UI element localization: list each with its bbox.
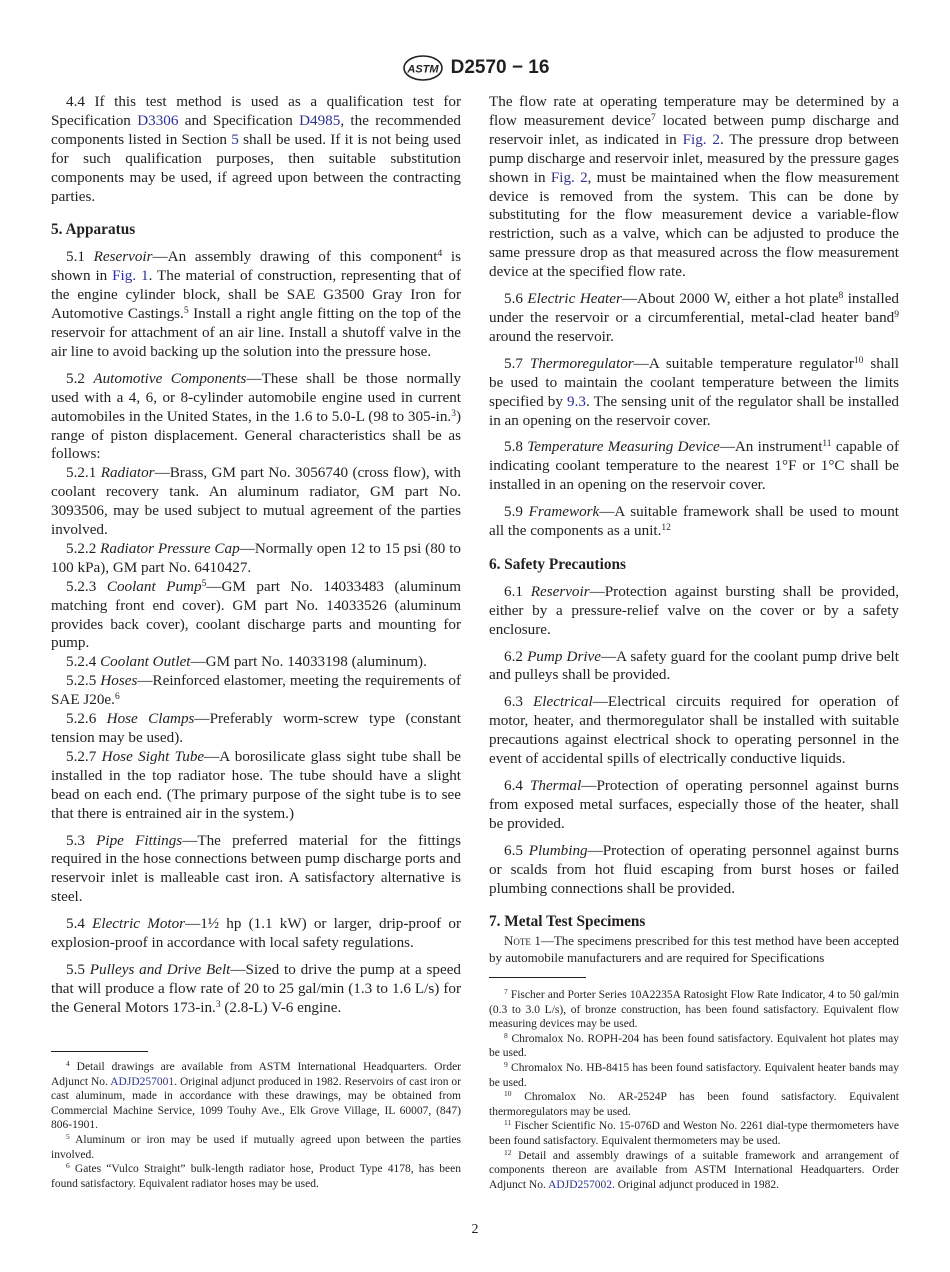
right-footnotes [489, 988, 899, 1192]
paragraph-6-5: 6.5 Plumbing—Protection of operating personnel against burns or scalds from hot fluid escaping from burst hoses or failed plumbing connections shall be provided. [489, 841, 899, 897]
document-designation: D2570 − 16 [450, 57, 550, 78]
right-column [489, 93, 899, 966]
link-d3306[interactable]: D3306 [137, 111, 179, 129]
paragraph-5-3: 5.3 Pipe Fittings—The preferred material for the fittings required in the hose connections between pump discharge ports and reservoir inlet is malleable cast iron. A satisfactory alternative is steel. [51, 831, 462, 906]
paragraph-6-1: 6.1 Reservoir—Protection against bursting shall be provided, either by a pressure-relief valve on the cover or by a safety enclosure. [489, 582, 899, 638]
footnote-4: $^4$ Detail drawings are available from ASTM International Headquarters. Order Adjunct No. ADJD257001. Original adjunct produced in 1982. Reservoirs of cast iron or cast aluminum, made in accordance with these drawings, may be obtained from Commercial Machine Service, 1099 Touhy Ave., Elk Grove Village, IL 60007, (847) 806-1901. [51, 1059, 461, 1132]
page-number: 2 [471, 1222, 479, 1237]
footnote-divider-right [489, 977, 586, 978]
paragraph-4-4: 4.4 If this test method is used as a qualification test for Specification D3306 and Specification D4985, the recommended components listed in Section 5 shall be used. If it is not being used for such qualification purposes, then suitable substitution components may be used, if agreed upon between the contracting parties. [51, 93, 461, 205]
footnote-9: $^9$ Chromalox No. HB-8415 has been found satisfactory. Equivalent heater bands may be used. [489, 1059, 899, 1089]
paragraph-6-2: 6.2 Pump Drive—A safety guard for the coolant pump drive belt and pulleys shall be provided. [489, 647, 899, 684]
link-adjd257001[interactable]: ADJD257001 [110, 1075, 175, 1088]
link-section-5[interactable]: 5 [231, 130, 239, 148]
paragraph-6-4: 6.4 Thermal—Protection of operating personnel against burns from exposed metal surfaces, especially those of the heater, shall be provided. [489, 777, 900, 832]
page-header [0, 54, 950, 82]
link-9-3[interactable]: 9.3 [567, 392, 586, 410]
link-adjd257002[interactable]: ADJD257002 [548, 1178, 612, 1191]
paragraph-5-2-4: 5.2.4 Coolant Outlet—GM part No. 14033198 (aluminum). [66, 653, 427, 671]
left-column [51, 93, 461, 1018]
footnote-11: $^{11}$ Fischer Scientific No. 15-076D and Weston No. 2261 dial-type thermometers have been found satisfactory. Equivalent thermometers may be used. [489, 1118, 899, 1147]
astm-logo-icon [401, 54, 445, 82]
paragraph-5-2-3: 5.2.3 Coolant Pump$^5$—GM part No. 14033483 (aluminum matching front end cover). GM part No. 14033526 (aluminum provides back cover), coolant discharge parts and mounting for pump. [51, 577, 461, 652]
paragraph-5-8: 5.8 Temperature Measuring Device—An instrument$^{11}$ capable of indicating coolant temperature to the nearest 1°F or 1°C shall be installed in an opening on the reservoir cover. [489, 438, 899, 494]
section-heading-apparatus: 5. Apparatus [51, 221, 136, 239]
link-fig-2-second[interactable]: Fig. 2 [550, 168, 588, 186]
paragraph-5-7: 5.7 Thermoregulator—A suitable temperature regulator$^{10}$ shall be used to maintain the coolant temperature between the limits specified by 9.3. The sensing unit of the regulator shall be installed in an opening on the reservoir cover. [489, 354, 899, 429]
paragraph-5-2-7: 5.2.7 Hose Sight Tube—A borosilicate glass sight tube shall be installed in the top radiator hose. The tube should have a slight bead on each end. (The primary purpose of the sight tube is to see that there is entrained air in the system.) [51, 747, 461, 822]
left-footnotes [51, 1060, 461, 1191]
paragraph-5-2-1: 5.2.1 Radiator—Brass, GM part No. 3056740 (cross flow), with coolant recovery tank. An aluminum radiator, GM part No. 3093506, may be used subject to mutual agreement of the parties involved. [51, 464, 461, 539]
link-fig-2[interactable]: Fig. 2 [682, 130, 720, 148]
paragraph-5-2-6: 5.2.6 Hose Clamps—Preferably worm-screw type (constant tension may be used). [51, 710, 461, 746]
section-heading-metal-test-specimens: 7. Metal Test Specimens [489, 913, 646, 931]
paragraph-5-9: 5.9 Framework—A suitable framework shall be used to mount all the components as a unit.$^{12}$ [489, 503, 899, 540]
paragraph-6-3: 6.3 Electrical—Electrical circuits required for operation of motor, heater, and thermoregulator shall be installed with suitable precautions against electrical shock to operating personnel in the event of accidental spills of electrically conductive liquids. [489, 693, 899, 768]
paragraph-5-5: 5.5 Pulleys and Drive Belt—Sized to drive the pump at a speed that will produce a flow rate of 20 to 25 gal/min (1.3 to 1.6 L/s) for the General Motors 173-in.$^3$ (2.8-L) V-6 engine. [51, 960, 461, 1016]
footnote-12: $^{12}$ Detail and assembly drawings of a suitable framework and arrangement of components thereon are available from ASTM International Headquarters. Order Adjunct No. ADJD257002. Original adjunct produced in 1982. [489, 1147, 899, 1191]
section-heading-safety-precautions: 6. Safety Precautions [489, 555, 626, 573]
paragraph-5-2-2: 5.2.2 Radiator Pressure Cap—Normally open 12 to 15 psi (80 to 100 kPa), GM part No. 6410427. [51, 539, 461, 576]
link-fig-1[interactable]: Fig. 1 [112, 267, 149, 285]
footnote-divider [51, 1051, 148, 1052]
paragraph-5-2: 5.2 Automotive Components—These shall be those normally used with a 4, 6, or 8-cylinder automobile engine used in current automobiles in the United States, in the 1.6 to 5.0-L (98 to 305-in.$^3$) range of piston displacement. General characteristics shall be as follows: [51, 369, 461, 463]
paragraph-5-1: 5.1 Reservoir—An assembly drawing of this component$^4$ is shown in Fig. 1. The material of construction, representing that of the engine cylinder block, shall be SAE G3500 Gray Iron for Automotive Castings.$^5$ Install a right angle fitting on the top of the reservoir for attachment of an air line. Install a shutoff valve in the air line to avoid backing up the solution into the pressure hose. [51, 248, 461, 360]
paragraph-5-6: 5.6 Electric Heater—About 2000 W, either a hot plate$^8$ installed under the reservoir or a circumferential, metal-clad heater band$^9$ around the reservoir. [489, 290, 899, 345]
paragraph-5-5-continued: The flow rate at operating temperature may be determined by a flow measurement device$^7$ located between pump discharge and reservoir inlet, as indicated in Fig. 2. The pressure drop between pump discharge and reservoir inlet, measured by the pressure gages shown in Fig. 2, must be maintained when the flow measurement device is removed from the system. This can be done by substituting for the flow measurement device a variable-flow restriction, such as a valve, which can be adjusted to produce the same pressure drop as that measured across the flow measurement device at the specified flow rate. [489, 93, 899, 281]
footnote-8: $^8$ Chromalox No. ROPH-204 has been found satisfactory. Equivalent hot plates may be used. [489, 1030, 899, 1060]
link-d4985[interactable]: D4985 [299, 111, 341, 129]
footnote-10: $^{10}$ Chromalox No. AR-2524P has been found satisfactory. Equivalent thermoregulators may be used. [489, 1089, 899, 1118]
paragraph-5-4: 5.4 Electric Motor—1½ hp (1.1 kW) or larger, drip-proof or explosion-proof in accordance with local safety regulations. [51, 915, 462, 952]
footnote-7: $^7$ Fischer and Porter Series 10A2235A Ratosight Flow Rate Indicator, 4 to 50 gal/min (0.3 to 3.0 L/s), of bronze construction, has been found satisfactory. Equivalent flow measuring devices may be used. [489, 987, 899, 1031]
footnote-6: $^6$ Gates “Vulco Straight” bulk-length radiator hose, Product Type 4178, has been found satisfactory. Equivalent radiator hoses may be used. [51, 1161, 461, 1190]
note-1: Note 1—The specimens prescribed for this test method have been accepted by automobile manufacturers and are required for Specifications [489, 933, 899, 965]
svg-text:ASTM: ASTM [407, 63, 439, 76]
footnote-5: $^5$ Aluminum or iron may be used if mutually agreed upon between the parties involved. [51, 1131, 461, 1161]
paragraph-5-2-5: 5.2.5 Hoses—Reinforced elastomer, meeting the requirements of SAE J20e.$^6$ [51, 672, 461, 709]
